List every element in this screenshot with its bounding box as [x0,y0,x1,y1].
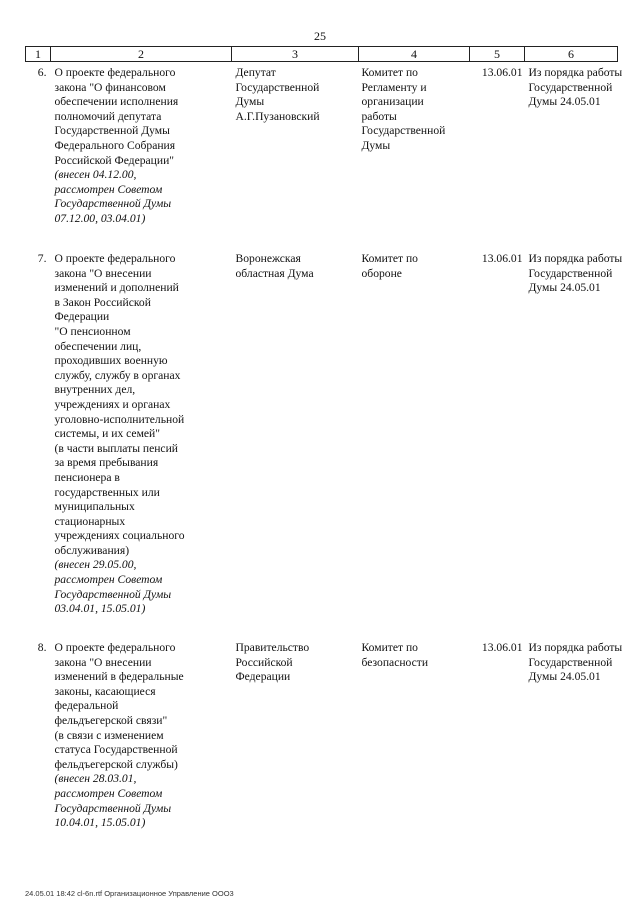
committee-line: безопасности [361,655,429,669]
bill-title-line: внутренних дел, [54,383,136,397]
bill-title-line: закона "О финансовом [54,80,166,94]
item-number [26,248,51,637]
bill-title-line: уголовно-исполнительной [54,412,185,426]
initiator-line: Федерации [235,670,291,684]
bill-note-line: (внесен 28.03.01, [54,772,137,786]
bill-note-line: (внесен 04.12.00, [54,168,137,182]
item-number-text: 7. [37,252,47,265]
column-number-header-row [26,47,618,62]
initiator-line: Депутат [235,66,276,79]
bill-title-line: (в части выплаты пенсий [54,441,178,455]
bill-title-line: законы, касающиеся [54,684,156,698]
item-number-text: 8. [37,641,47,654]
bill-title-line: Федерации [54,310,110,324]
initiator [232,62,359,249]
column-header-2: 2 [51,47,232,62]
bill-title-line: учреждениях социального [54,529,185,543]
column-header-1: 1 [26,47,51,62]
committee-line: Комитет по [361,252,418,265]
table-row [26,637,618,841]
initiator-line: областная Дума [235,266,314,280]
source-line: Из порядка работы [528,66,623,79]
source-line: Думы 24.05.01 [528,95,601,109]
bill-title-line: О проекте федерального [54,252,176,265]
bill-description [51,62,232,249]
source-line: Государственной [528,655,613,669]
bill-title-line: муниципальных [54,500,135,514]
bill-note-line: Государственной Думы [54,197,172,211]
committee-line: организации [361,95,424,109]
bill-note-line: рассмотрен Советом [54,182,163,196]
bill-title-line: закона "О внесении [54,655,152,669]
bill-title-line: Федерального Собрания [54,138,176,152]
bill-title-line: учреждениях и органах [54,397,171,411]
committee-line: Государственной [361,124,446,138]
column-header-3: 3 [232,47,359,62]
initiator [232,248,359,637]
source-line: Из порядка работы [528,641,623,654]
page-number: 25 [314,29,326,43]
bill-note-line: Государственной Думы [54,587,172,601]
committee-line: Думы [361,138,391,152]
bill-title-line: стационарных [54,514,126,528]
agenda-body [26,62,623,842]
bill-title-line: обслуживания) [54,543,130,557]
committee-line: обороне [361,266,402,280]
initiator-line: Российской [235,655,293,669]
date-text: 13.06.01 [481,66,523,79]
date-text: 13.06.01 [481,252,523,265]
date [470,637,525,841]
source [525,62,623,249]
committee [359,62,470,249]
bill-title-line: федеральной [54,699,119,713]
table-row [26,62,618,249]
bill-title-line: полномочий депутата [54,109,162,123]
bill-title-line: в Закон Российской [54,295,151,309]
bill-title-line: обеспечении лиц, [54,339,142,353]
bill-title-line: фельдъегерской связи" [54,713,168,727]
agenda-table [25,46,623,841]
source-line: Государственной [528,266,613,280]
document-footer: 24.05.01 18:42 cl-6n.rtf Организационное Управление ООО3 [25,889,234,898]
item-number-text: 6. [37,66,47,79]
bill-title-line: системы, и их семей" [54,427,160,441]
bill-title-line: за время пребывания [54,456,159,470]
bill-title-line: (в связи с изменением [54,728,164,742]
initiator [232,637,359,841]
bill-note-line: рассмотрен Советом [54,573,163,587]
committee [359,248,470,637]
initiator-line: А.Г.Пузановский [235,109,320,123]
bill-title-line: фельдъегерской службы) [54,757,178,771]
bill-title-line: "О пенсионном [54,324,131,338]
table-row [26,248,618,637]
committee-line: Регламенту и [361,80,427,94]
bill-note-line: 10.04.01, 15.05.01) [54,816,146,830]
bill-title-line: изменений и дополнений [54,281,179,295]
committee-line: Комитет по [361,66,418,79]
bill-title-line: Российской Федерации" [54,153,175,167]
bill-title-line: обеспечении исполнения [54,95,179,109]
bill-title-line: проходивших военную [54,354,168,368]
committee-line: работы [361,109,397,123]
bill-title-line: О проекте федерального [54,66,176,79]
item-number [26,62,51,249]
bill-title-line: статуса Государственной [54,743,178,757]
bill-description [51,248,232,637]
date [470,62,525,249]
source-line: Государственной [528,80,613,94]
bill-title-line: пенсионера в [54,470,120,484]
column-header-5: 5 [470,47,525,62]
initiator-line: Думы [235,95,265,109]
source [525,248,623,637]
source-line: Думы 24.05.01 [528,281,601,295]
source [525,637,623,841]
date-text: 13.06.01 [481,641,523,654]
bill-note-line: 07.12.00, 03.04.01) [54,211,146,225]
source-line: Думы 24.05.01 [528,670,601,684]
bill-description [51,637,232,841]
committee [359,637,470,841]
column-header-4: 4 [359,47,470,62]
committee-line: Комитет по [361,641,418,654]
bill-note-line: (внесен 29.05.00, [54,558,137,572]
item-number [26,637,51,841]
bill-title-line: закона "О внесении [54,266,152,280]
bill-note-line: 03.04.01, 15.05.01) [54,602,146,616]
bill-title-line: государственных или [54,485,160,499]
column-header-6: 6 [525,47,618,62]
initiator-line: Государственной [235,80,320,94]
initiator-line: Правительство [235,641,310,654]
bill-title-line: Государственной Думы [54,124,170,138]
source-line: Из порядка работы [528,252,623,265]
initiator-line: Воронежская [235,252,301,265]
bill-note-line: рассмотрен Советом [54,786,163,800]
bill-title-line: изменений в федеральные [54,670,184,684]
bill-title-line: О проекте федерального [54,641,176,654]
bill-title-line: службу, службу в органах [54,368,181,382]
bill-note-line: Государственной Думы [54,801,172,815]
date [470,248,525,637]
